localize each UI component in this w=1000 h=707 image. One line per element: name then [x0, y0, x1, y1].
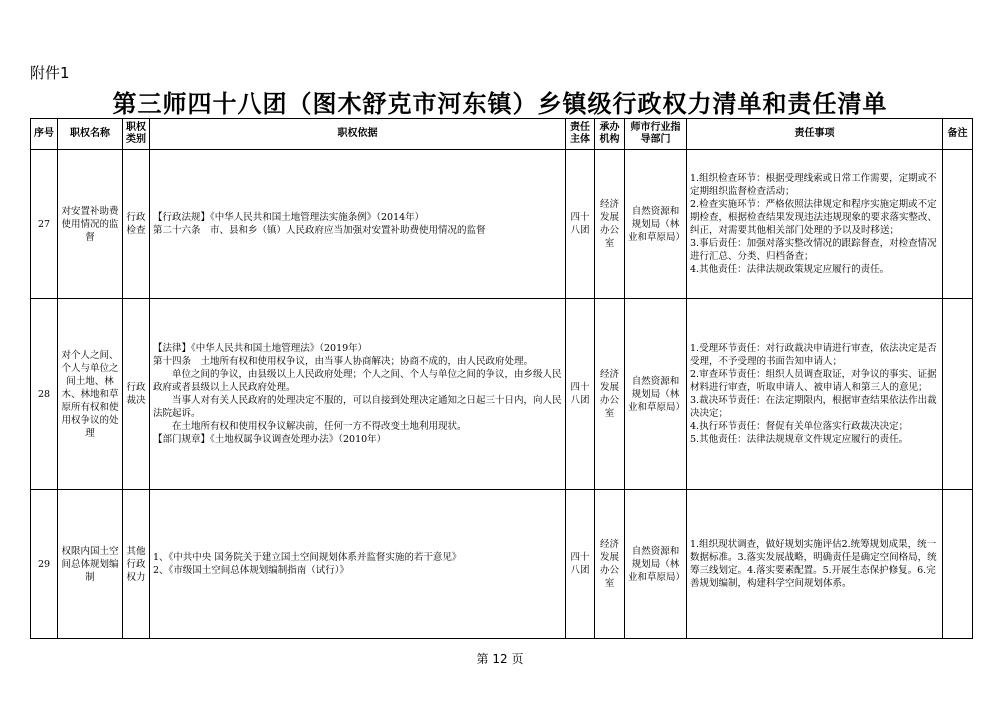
header-remark: 备注	[943, 119, 973, 150]
matters-line: 1.受理环节责任：对行政裁决申请进行审查，依法决定是否受理，不予受理的书面告知申请人；	[690, 343, 937, 367]
header-name: 职权名称	[58, 119, 123, 150]
row-remark	[943, 299, 973, 490]
page-number: 第 12 页	[476, 652, 524, 666]
header-category: 职权类别	[123, 119, 150, 150]
row-agency: 经济发展办公室	[595, 150, 625, 299]
row-matters	[687, 299, 943, 490]
matters-line: 3.事后责任：加强对落实整改情况的跟踪督查，对检查情况进行汇总、分类、归档备查；	[690, 238, 937, 262]
basis-line: 【部门规章】《土地权属争议调查处理办法》（2010年）	[153, 434, 387, 445]
row-matters	[687, 150, 943, 299]
matters-line: 4.执行环节责任：督促有关单位落实行政裁决决定；	[690, 421, 909, 432]
row-name: 对个人之间、个人与单位之间土地、林木、林地和草原所有权和使用权争议的处理	[58, 299, 123, 490]
table-row	[31, 490, 973, 639]
header-subject: 责任主体	[566, 119, 595, 150]
matters-line: 1.组织现状调查，做好规划实施评估2.统筹规划成果，统一数据标准。3.落实发展战略，明确责任是确定空间格局，统筹三线划定。4.落实要素配置。5.开展生态保护修复。6.完善规划编制，构建科学空间规划体系。	[690, 539, 937, 589]
header-matters: 责任事项	[687, 119, 943, 150]
page-title: 第三师四十八团（图木舒克市河东镇）乡镇级行政权力清单和责任清单	[112, 90, 888, 118]
row-guide: 自然资源和规划局（林业和草原局）	[625, 150, 687, 299]
basis-line: 第二十六条 市、县和乡（镇）人民政府应当加强对安置补助费使用情况的监督	[153, 225, 486, 236]
row-no: 29	[31, 490, 58, 639]
row-remark	[943, 490, 973, 639]
matters-line: 1.组织检查环节：根据受理线索或日常工作需要，定期或不定期组织监督检查活动；	[690, 173, 937, 197]
basis-line: 【行政法规】《中华人民共和国土地管理法实施条例》（2014年）	[153, 212, 425, 223]
power-list-table	[30, 118, 973, 639]
matters-line: 5.其他责任：法律法规规章文件规定应履行的责任。	[690, 434, 909, 445]
row-subject: 四十八团	[566, 299, 595, 490]
basis-line: 第十四条 土地所有权和使用权争议，由当事人协商解决；协商不成的，由人民政府处理。	[153, 356, 534, 367]
header-guide: 师市行业指导部门	[625, 119, 687, 150]
row-category: 行政裁决	[123, 299, 150, 490]
row-agency: 经济发展办公室	[595, 490, 625, 639]
table-row	[31, 150, 973, 299]
header-no: 序号	[31, 119, 58, 150]
row-guide: 自然资源和规划局（林业和草原局）	[625, 490, 687, 639]
basis-line: 单位之间的争议，由县级以上人民政府处理；个人之间、个人与单位之间的争议，由乡级人民政府或者县级以上人民政府处理。	[153, 369, 562, 393]
row-agency: 经济发展办公室	[595, 299, 625, 490]
row-name: 对安置补助费使用情况的监督	[58, 150, 123, 299]
row-no: 27	[31, 150, 58, 299]
row-name: 权限内国土空间总体规划编制	[58, 490, 123, 639]
matters-line: 4.其他责任：法律法规政策规定应履行的责任。	[690, 264, 890, 275]
matters-line: 2.检查实施环节：严格依照法律规定和程序实施定期或不定期检查，根据检查结果发现违法违规现象的要求落实整改、纠正，对需要其他相关部门处理的予以及时移送；	[690, 199, 938, 236]
row-basis	[150, 299, 566, 490]
row-category: 行政检查	[123, 150, 150, 299]
header-agency: 承办机构	[595, 119, 625, 150]
row-subject: 四十八团	[566, 150, 595, 299]
basis-line: 2、《市级国土空间总体规划编制指南（试行）》	[153, 565, 350, 576]
table-row	[31, 299, 973, 490]
row-subject: 四十八团	[566, 490, 595, 639]
row-remark	[943, 150, 973, 299]
row-basis	[150, 490, 566, 639]
header-basis: 职权依据	[150, 119, 566, 150]
row-category: 其他行政权力	[123, 490, 150, 639]
row-no: 28	[31, 299, 58, 490]
table-header-row	[31, 119, 973, 150]
row-matters	[687, 490, 943, 639]
row-guide: 自然资源和规划局（林业和草原局）	[625, 299, 687, 490]
basis-line: 1、《中共中央 国务院关于建立国土空间规划体系并监督实施的若干意见》	[153, 552, 462, 563]
basis-line: 在土地所有权和使用权争议解决前，任何一方不得改变土地利用现状。	[153, 421, 467, 432]
basis-line: 【法律】《中华人民共和国土地管理法》（2019年）	[153, 343, 368, 354]
attachment-label: 附件1	[30, 64, 70, 82]
matters-line: 3.裁决环节责任：在法定期限内，根据审查结果依法作出裁决决定；	[690, 395, 937, 419]
matters-line: 2.审查环节责任：组织人员调查取证，对争议的事实、证据材料进行审查，听取申请人、被申请人和第三人的意见；	[690, 369, 937, 393]
row-basis	[150, 150, 566, 299]
basis-line: 当事人对有关人民政府的处理决定不服的，可以自接到处理决定通知之日起三十日内，向人民法院起诉。	[153, 395, 562, 419]
